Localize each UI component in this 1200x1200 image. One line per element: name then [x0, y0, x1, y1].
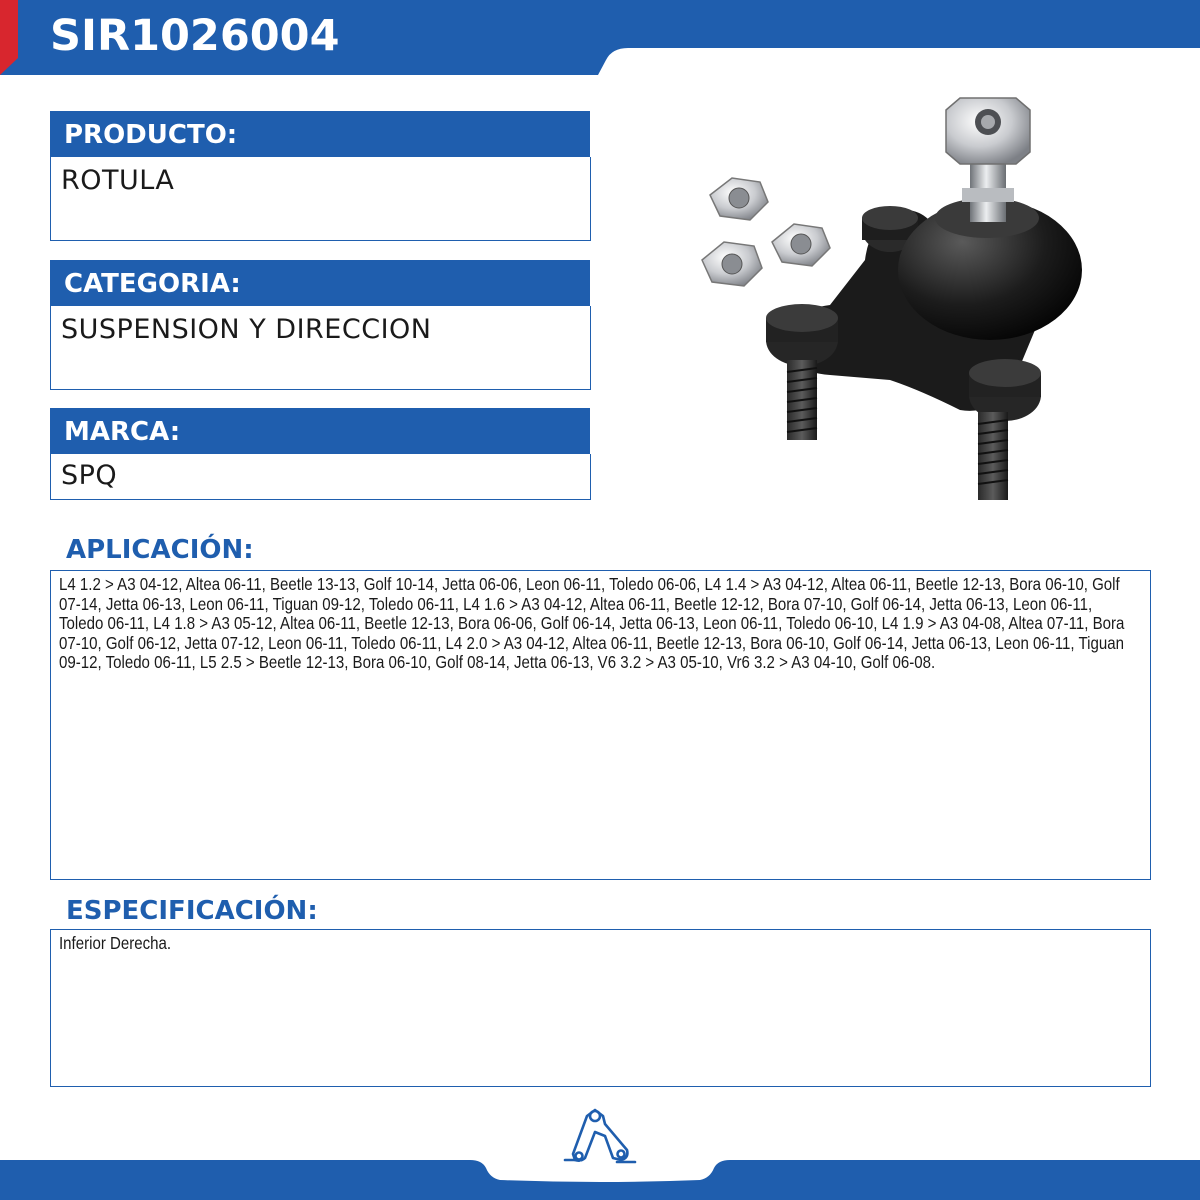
aplicacion-box: [50, 570, 1151, 880]
categoria-value: SUSPENSION Y DIRECCION: [50, 306, 591, 390]
especificacion-box: [50, 929, 1151, 1087]
aplicacion-text: L4 1.2 > A3 04-12, Altea 06-11, Beetle 13-13, Golf 10-14, Jetta 06-06, Leon 06-11, Toledo 06-06, L4 1.4 > A3 04-12, Altea 06-11, Beetle 12-13, Bora 06-10, Golf 07-14, Jetta 06-13, Leon 06-11, Tiguan 09-12, Toledo 06-11, L4 1.6 > A3 04-12, Altea 06-11, Beetle 12-12, Bora 07-10, Golf 06-14, Jetta 06-13, Leon 06-11, Toledo 06-11, L4 1.8 > A3 05-12, Altea 06-11, Beetle 12-13, Bora 06-06, Golf 06-14, Jetta 06-13, Leon 06-11, Toledo 06-10, L4 1.9 > A3 04-08, Altea 07-11, Bora 07-10, Golf 06-12, Jetta 07-12, Leon 06-11, Toledo 06-11, L4 2.0 > A3 04-12, Altea 06-11, Beetle 12-13, Bora 06-10, Golf 06-14, Jetta 06-13, Leon 06-11, Tiguan 09-12, Toledo 06-11, L5 2.5 > Beetle 12-13, Bora 06-10, Golf 08-14, Jetta 06-13, V6 3.2 > A3 05-10, Vr6 3.2 > A3 04-10, Golf 06-08.: [59, 574, 1125, 673]
producto-value: ROTULA: [50, 157, 591, 241]
footer-label: SUSPENSIÓN Y DIRECCIÓN: [503, 1162, 697, 1178]
footer-band: [0, 1100, 1200, 1200]
suspension-arm-icon: [565, 1110, 635, 1162]
aplicacion-title: APLICACIÓN:: [66, 535, 254, 565]
producto-label: PRODUCTO:: [50, 111, 590, 157]
marca-value: SPQ: [50, 454, 591, 500]
categoria-label: CATEGORIA:: [50, 260, 590, 306]
especificacion-title: ESPECIFICACIÓN:: [66, 896, 318, 926]
part-number-title: SIR1026004: [50, 11, 340, 61]
marca-label: MARCA:: [50, 408, 590, 454]
especificacion-text: Inferior Derecha.: [59, 933, 172, 953]
ball-joint-image: [690, 90, 1090, 510]
